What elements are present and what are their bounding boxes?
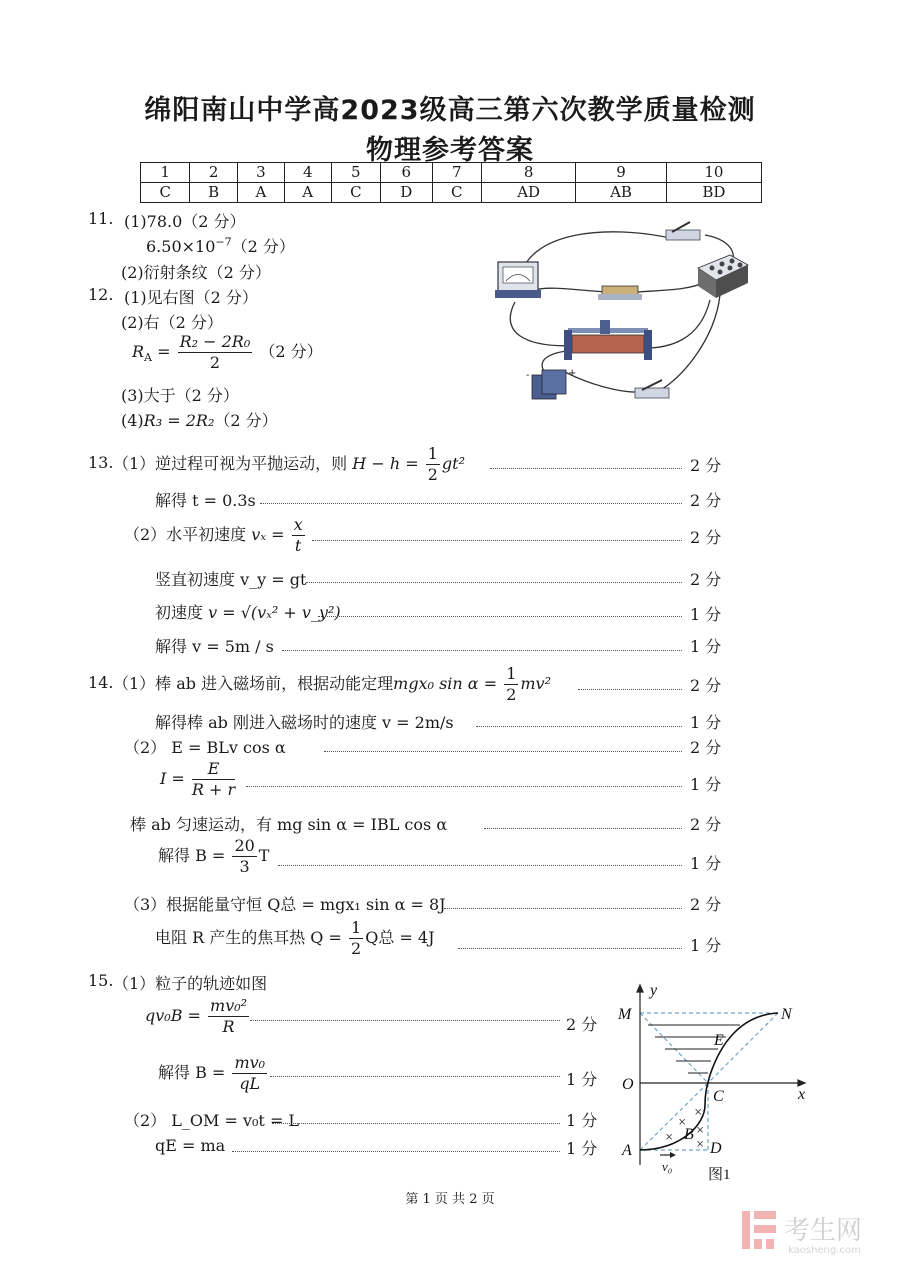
q13-line-2-score: 2 分 (690, 491, 722, 510)
dotted-leader (490, 468, 682, 469)
q11-answer-3: (2)衍射条纹（2 分） (121, 263, 271, 282)
switch-top (666, 222, 700, 240)
q14-line-1-formula: mgx₀ sin α = (393, 674, 498, 693)
q13-line-3-num: x (293, 515, 303, 534)
table-cell: C (331, 183, 380, 203)
q13-line-5-formula: v = √(vₓ² + v_y²) (208, 603, 341, 622)
q13-line-1-tail: gt² (441, 454, 465, 473)
table-cell: 9 (576, 163, 666, 183)
q13-line-3-lhs: vₓ = (251, 525, 285, 544)
q14-line-7-score: 2 分 (690, 895, 722, 914)
q13-line-5-text: 初速度 (155, 603, 204, 622)
label-C: C (713, 1088, 724, 1105)
table-cell: 1 (141, 163, 190, 183)
q11-answer-2 (146, 234, 295, 257)
q13-line-5 (155, 600, 341, 623)
table-cell: AB (576, 183, 666, 203)
table-cell: A (284, 183, 331, 203)
field-cross: × (665, 1132, 674, 1143)
q14-line-1-num: 1 (506, 664, 517, 683)
dotted-leader (324, 751, 682, 752)
field-cross: × (696, 1139, 705, 1150)
q14-number: 14. (88, 673, 114, 692)
dotted-leader (458, 948, 682, 949)
q14-line-4-lhs: I = (160, 769, 185, 788)
watermark-logo (740, 1205, 880, 1260)
svg-text:+: + (568, 368, 577, 379)
q15-line-2-den: R (222, 1017, 235, 1036)
q13-line-1 (113, 444, 465, 485)
field-cross: × (678, 1117, 687, 1128)
table-cell: 4 (284, 163, 331, 183)
q13-line-1-lhs: H − h = (352, 454, 419, 473)
q11-answer-2-exp: −7 (215, 235, 232, 249)
q14-line-2: 解得棒 ab 刚进入磁场时的速度 v = 2m/s (155, 713, 454, 732)
table-cell: D (381, 183, 433, 203)
q13-line-1-score: 2 分 (690, 456, 722, 475)
q15-line-1: （1）粒子的轨迹如图 (113, 974, 268, 993)
label-B: B (684, 1126, 694, 1143)
q12-formula-lhs-sub: A (144, 351, 152, 365)
q15-line-2-num: mv₀² (210, 996, 248, 1015)
q14-line-7: （3）根据能量守恒 Q总 = mgx₁ sin α = 8J (124, 895, 446, 914)
q15-number: 15. (88, 971, 114, 990)
q14-line-1-den: 2 (506, 685, 517, 704)
label-v0: v₀ (662, 1159, 673, 1174)
q15-line-5-score: 1 分 (566, 1139, 598, 1158)
circuit-diagram (490, 210, 750, 410)
q15-line-3-score: 1 分 (566, 1070, 598, 1089)
q13-line-4-score: 2 分 (690, 570, 722, 589)
q14-line-8-score: 1 分 (690, 936, 722, 955)
dotted-leader (260, 503, 682, 504)
q14-line-8 (155, 918, 435, 959)
q14-line-6-den: 3 (239, 857, 250, 876)
q14-line-1-score: 2 分 (690, 676, 722, 695)
q13-line-1-num: 1 (427, 444, 438, 463)
q14-line-8-den: 2 (351, 939, 362, 958)
page-subtitle: 物理参考答案 (366, 135, 534, 166)
table-cell: 10 (666, 163, 761, 183)
q14-line-6-lhs: 解得 B = (158, 846, 226, 865)
q14-line-3: （2） E = BLv cos α (124, 738, 286, 757)
field-cross: × (696, 1125, 705, 1136)
q12-formula-numerator: R₂ − 2R₀ (179, 332, 251, 351)
label-A: A (622, 1142, 632, 1159)
q14-line-5: 棒 ab 匀速运动，有 mg sin α = IBL cos α (130, 815, 448, 834)
q13-line-2: 解得 t = 0.3s (155, 491, 256, 510)
q13-line-3-text: （2）水平初速度 (124, 525, 247, 544)
dotted-leader (476, 726, 682, 727)
table-cell: 2 (190, 163, 238, 183)
dotted-leader (270, 1076, 560, 1077)
q15-line-2 (145, 996, 251, 1037)
table-cell: C (141, 183, 190, 203)
q14-line-6-num: 20 (234, 836, 255, 855)
table-cell: 3 (237, 163, 284, 183)
q14-line-6-score: 1 分 (690, 854, 722, 873)
q15-line-3-den: qL (239, 1074, 261, 1093)
logo-icon (742, 1211, 776, 1249)
q13-line-6: 解得 v = 5m / s (155, 637, 274, 656)
q12-answer-4-formula: R₃ = 2R₂ (143, 411, 215, 430)
q13-line-1-text: （1）逆过程可视为平抛运动，则 (113, 454, 348, 473)
q12-formula: $R_A$ = $\frac{\text{R₂ − 2R₀}}{2}$ （2 分） (132, 332, 323, 372)
page-footer: 第 1 页 共 2 页 (405, 1192, 495, 1207)
watermark-subtext: kaosheng.com (788, 1245, 861, 1256)
circuit-wire (535, 288, 610, 292)
circuit-wire (638, 282, 705, 292)
dotted-leader (312, 540, 682, 541)
table-cell: C (432, 183, 481, 203)
answer-table (140, 162, 762, 203)
table-cell: 7 (432, 163, 481, 183)
q14-line-4 (160, 759, 237, 800)
q15-line-3-num: mv₀ (234, 1053, 266, 1072)
table-cell: B (190, 183, 238, 203)
dotted-leader (250, 1020, 560, 1021)
q12-formula-denominator: 2 (209, 353, 221, 372)
q13-number: 13. (88, 453, 114, 472)
q14-line-5-score: 2 分 (690, 815, 722, 834)
watermark-text: 考生网 (784, 1216, 863, 1246)
y-axis-arrow (637, 985, 643, 992)
label-D: D (710, 1140, 722, 1157)
q12-formula-score: （2 分） (259, 342, 323, 361)
q13-line-1-den: 2 (427, 465, 438, 484)
resistor (598, 286, 642, 300)
dotted-leader (282, 650, 682, 651)
q14-line-8-tail: Q总 = 4J (365, 928, 435, 947)
table-cell: 5 (331, 163, 380, 183)
q12-answer-2: (2)右（2 分） (121, 313, 223, 332)
q14-line-8-num: 1 (351, 918, 362, 937)
q15-line-3 (158, 1053, 269, 1094)
q15-line-4: （2） L_OM = v₀t = L (124, 1111, 300, 1130)
dotted-leader (318, 616, 682, 617)
circuit-wire (660, 295, 720, 390)
dotted-leader (232, 1151, 560, 1152)
q13-line-3-score: 2 分 (690, 528, 722, 547)
q13-line-6-score: 1 分 (690, 637, 722, 656)
figure-caption: 图1 (708, 1167, 731, 1183)
table-cell: 8 (481, 163, 575, 183)
dotted-leader (578, 689, 682, 690)
q14-line-1-tail: mv² (520, 674, 551, 693)
slide-rheostat (564, 320, 652, 360)
label-y: y (650, 982, 658, 999)
circuit-wire (520, 232, 670, 278)
dotted-leader (484, 828, 682, 829)
table-cell: A (237, 183, 284, 203)
q12-number: 12. (88, 285, 114, 304)
q12-answer-3: (3)大于（2 分） (121, 386, 239, 405)
q14-line-3-score: 2 分 (690, 738, 722, 757)
switch-bottom (635, 380, 669, 398)
answer-table-numbers-row (141, 163, 762, 183)
label-O: O (622, 1076, 634, 1093)
q12-answer-4 (121, 408, 278, 431)
q14-line-4-score: 1 分 (690, 775, 722, 794)
q11-answer-2-base: 6.50×10 (146, 237, 216, 256)
q14-line-1-text: （1）棒 ab 进入磁场前，根据动能定理 (113, 674, 394, 693)
q12-answer-1: (1)见右图（2 分） (124, 288, 258, 307)
trajectory-figure (610, 975, 820, 1185)
q14-line-1 (113, 664, 551, 705)
q12-answer-4-prefix: (4) (121, 411, 144, 430)
q14-line-2-score: 1 分 (690, 713, 722, 732)
dotted-leader (278, 865, 682, 866)
velocity-arrowhead (670, 1152, 676, 1158)
q14-line-6 (158, 836, 269, 877)
q15-line-3-lhs: 解得 B = (158, 1063, 226, 1082)
q11-answer-1: (1)78.0（2 分） (124, 212, 246, 231)
answer-table-answers-row (141, 183, 762, 203)
page-title: 绵阳南山中学高2023级高三第六次教学质量检测 (144, 95, 756, 126)
q13-line-3-den: t (294, 536, 302, 555)
label-E: E (714, 1032, 724, 1049)
q15-line-4-score: 1 分 (566, 1111, 598, 1130)
label-x: x (798, 1086, 806, 1103)
q12-formula-lhs: R (132, 342, 145, 361)
q15-line-2-lhs: qv₀B = (145, 1006, 201, 1025)
battery (526, 368, 576, 399)
q11-number: 11. (88, 209, 114, 228)
q14-line-8-text: 电阻 R 产生的焦耳热 Q = (155, 928, 342, 947)
svg-text:-: - (526, 370, 530, 381)
q15-line-2-score: 2 分 (566, 1015, 598, 1034)
q15-line-5: qE = ma (155, 1136, 226, 1155)
table-cell: AD (481, 183, 575, 203)
q14-line-6-tail: T (258, 846, 270, 865)
q13-line-3 (124, 515, 307, 556)
table-cell: BD (666, 183, 761, 203)
resistance-box (698, 255, 748, 298)
dotted-leader (444, 908, 682, 909)
q12-answer-4-score: （2 分） (214, 411, 278, 430)
q13-line-5-score: 1 分 (690, 605, 722, 624)
q11-answer-2-score: （2 分） (231, 237, 295, 256)
ammeter (495, 262, 541, 298)
label-M: M (618, 1006, 632, 1023)
dotted-leader (246, 786, 682, 787)
table-cell: 6 (381, 163, 433, 183)
q14-line-4-den: R + r (191, 780, 236, 799)
label-N: N (781, 1006, 792, 1023)
dotted-leader (272, 1123, 560, 1124)
dotted-leader (306, 582, 682, 583)
q13-line-4: 竖直初速度 v_y = gt (155, 570, 307, 589)
field-cross: × (694, 1107, 703, 1118)
q14-line-4-num: E (192, 759, 235, 780)
